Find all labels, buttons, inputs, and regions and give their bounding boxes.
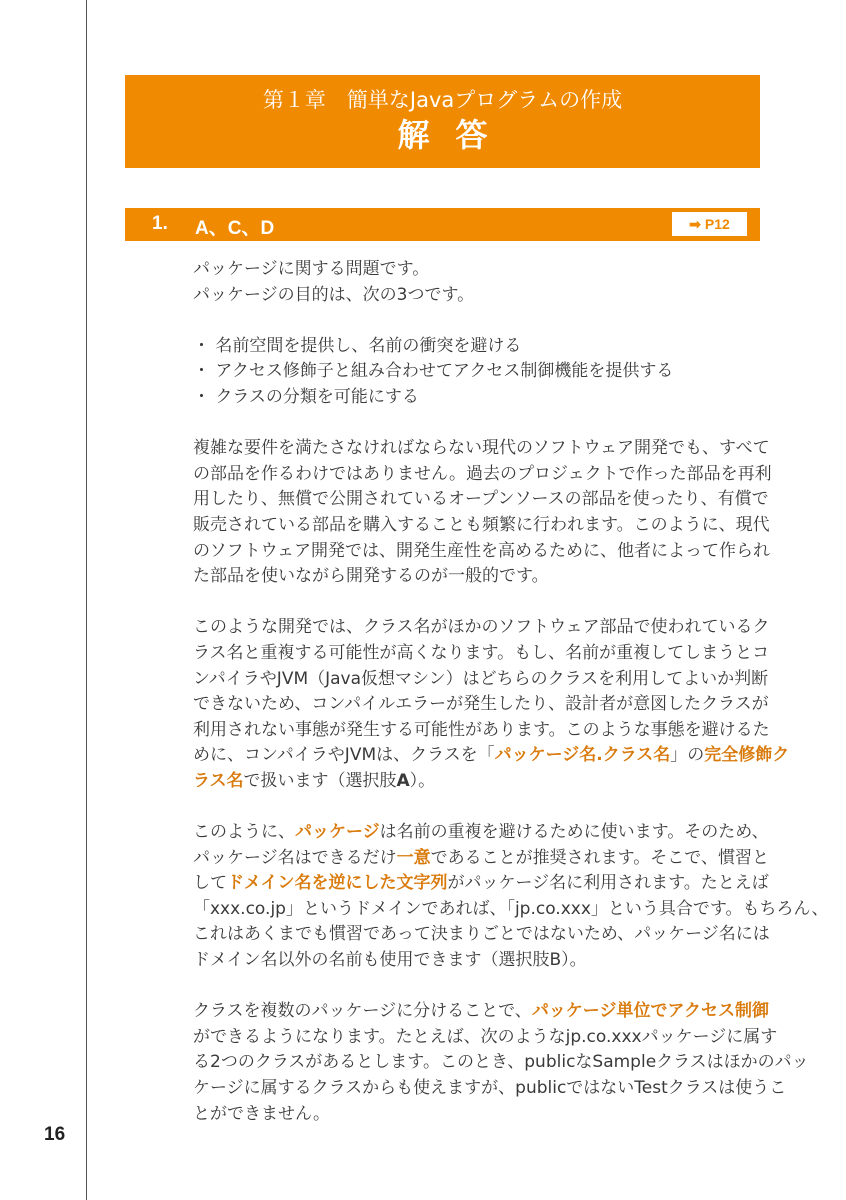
text-line [193, 1050, 809, 1076]
text-line [193, 948, 768, 974]
text-segment: 「xxx.co.jp」というドメインであれば、「jp.co.xxx」という具合です。もちろん、 [193, 898, 829, 919]
page-number: 16 [44, 1124, 66, 1145]
reference-page: P12 [704, 216, 730, 232]
text-segment: ケージに属するクラスからも使えますが、publicではないTestクラスは使うこ [193, 1078, 787, 1098]
text-line [193, 564, 768, 590]
text-line [193, 1076, 787, 1102]
text-segment: ・ アクセス修飾子と組み合わせてアクセス制御機能を提供する [193, 361, 674, 382]
text-segment: のソフトウェア開発では、開発生産性を高めるために、他者によって作られ [193, 540, 770, 561]
highlighted-term: ラス名 [193, 770, 244, 791]
paragraph-gap [193, 308, 768, 334]
text-line [193, 769, 768, 795]
text-segment: できないため、コンパイルエラーが発生したり、設計者が意図したクラスが [193, 694, 769, 715]
bullet-item [193, 334, 768, 360]
text-segment: た部品を使いながら開発するのが一般的です。 [193, 566, 549, 587]
chapter-subtitle: 第１章 簡単なJavaプログラムの作成 [262, 88, 623, 112]
text-segment: ができるようになります。たとえば、次のようなjp.co.xxxパッケージに属す [193, 1026, 778, 1047]
highlighted-term: 一意 [396, 847, 431, 868]
text-line [193, 667, 768, 693]
text-segment: めに、コンパイラやJVMは、クラスを「 [193, 745, 495, 766]
highlighted-term: パッケージ名.クラス名 [494, 745, 671, 766]
text-segment: で扱います（選択肢 [243, 770, 397, 791]
text-segment: して [193, 873, 227, 894]
paragraph-gap [193, 411, 768, 437]
text-segment: このような開発では、クラス名がほかのソフトウェア部品で使われているク [193, 617, 770, 638]
paragraph [193, 436, 772, 590]
text-segment: る2つのクラスがあるとします。このとき、publicなSampleクラスはほかのパッ [193, 1052, 809, 1073]
paragraph [193, 615, 790, 794]
text-line [193, 257, 768, 283]
margin-rule [86, 0, 87, 1200]
text-line [193, 641, 768, 667]
paragraph-gap [193, 590, 768, 616]
chapter-title: 解答 [397, 116, 514, 154]
text-line [193, 846, 768, 872]
text-line [193, 436, 768, 462]
text-segment: ンパイラやJVM（Java仮想マシン）はどちらのクラスを利用してよいか判断 [193, 668, 769, 689]
bullet-item [193, 385, 768, 411]
text-segment: 複雑な要件を満たさなければならない現代のソフトウェア開発でも、すべて [193, 438, 770, 459]
text-line [193, 1025, 778, 1051]
text-segment: A [396, 770, 410, 791]
paragraph [193, 257, 768, 308]
paragraph-gap [193, 974, 768, 1000]
question-header [125, 208, 760, 241]
text-line [193, 539, 768, 565]
text-segment: 」の [670, 745, 705, 766]
text-segment: ・ クラスの分類を可能にする [193, 386, 419, 407]
text-line [193, 871, 768, 897]
paragraph-gap [193, 794, 768, 820]
explanation-body [193, 257, 829, 1127]
question-answer: A、C、D [195, 218, 275, 239]
question-number: 1. [152, 213, 168, 234]
text-segment: とができません。 [193, 1103, 331, 1124]
text-segment: パッケージの目的は、次の3つです。 [193, 284, 475, 305]
bullet-item [193, 359, 768, 385]
text-line [193, 487, 768, 513]
paragraph [193, 820, 829, 974]
highlighted-term: 完全修飾ク [704, 745, 790, 766]
text-line [193, 820, 768, 846]
text-line [193, 692, 768, 718]
highlighted-term: パッケージ [295, 822, 380, 843]
text-segment: このように、 [193, 822, 295, 843]
arrow-right-icon: ➡ [689, 215, 701, 232]
text-line [193, 897, 829, 923]
text-line [193, 283, 768, 309]
text-segment: は名前の重複を避けるために使います。そのため、 [379, 822, 769, 843]
text-segment: ラス名と重複する可能性が高くなります。もし、名前が重複してしまうとコ [193, 642, 770, 663]
text-line [193, 615, 768, 641]
text-line [193, 513, 768, 539]
text-segment: ）。 [409, 770, 436, 791]
paragraph [193, 999, 809, 1127]
text-line [193, 922, 768, 948]
text-segment: パッケージ名はできるだけ [193, 847, 397, 868]
text-segment: ・ 名前空間を提供し、名前の衝突を避ける [193, 335, 522, 356]
text-line [193, 999, 768, 1025]
text-segment: 用したり、無償で公開されているオープンソースの部品を使ったり、有償で [193, 489, 769, 510]
text-segment: これはあくまでも慣習であって決まりごとではないため、パッケージ名には [193, 924, 770, 945]
text-segment: 販売されている部品を購入することも頻繁に行われます。このように、現代 [193, 514, 770, 535]
highlighted-term: パッケージ単位でアクセス制御 [531, 1001, 769, 1022]
text-segment: の部品を作るわけではありません。過去のプロジェクトで作った部品を再利 [193, 463, 772, 484]
text-line [193, 1102, 768, 1128]
text-segment: がパッケージ名に利用されます。たとえば [447, 873, 769, 894]
text-segment: であることが推奨されます。そこで、慣習と [430, 847, 769, 868]
chapter-header [125, 75, 760, 168]
page-reference[interactable] [672, 212, 747, 236]
text-line [193, 462, 772, 488]
bullet-list [193, 334, 768, 411]
highlighted-term: ドメイン名を逆にした文字列 [227, 873, 448, 894]
text-segment: パッケージに関する問題です。 [193, 259, 430, 279]
text-segment: ドメイン名以外の名前も使用できます（選択肢B）。 [193, 950, 587, 971]
text-segment: 利用されない事態が発生する可能性があります。このような事態を避けるた [193, 719, 770, 740]
text-line [193, 743, 790, 769]
text-line [193, 718, 768, 744]
text-segment: クラスを複数のパッケージに分けることで、 [193, 1001, 532, 1022]
